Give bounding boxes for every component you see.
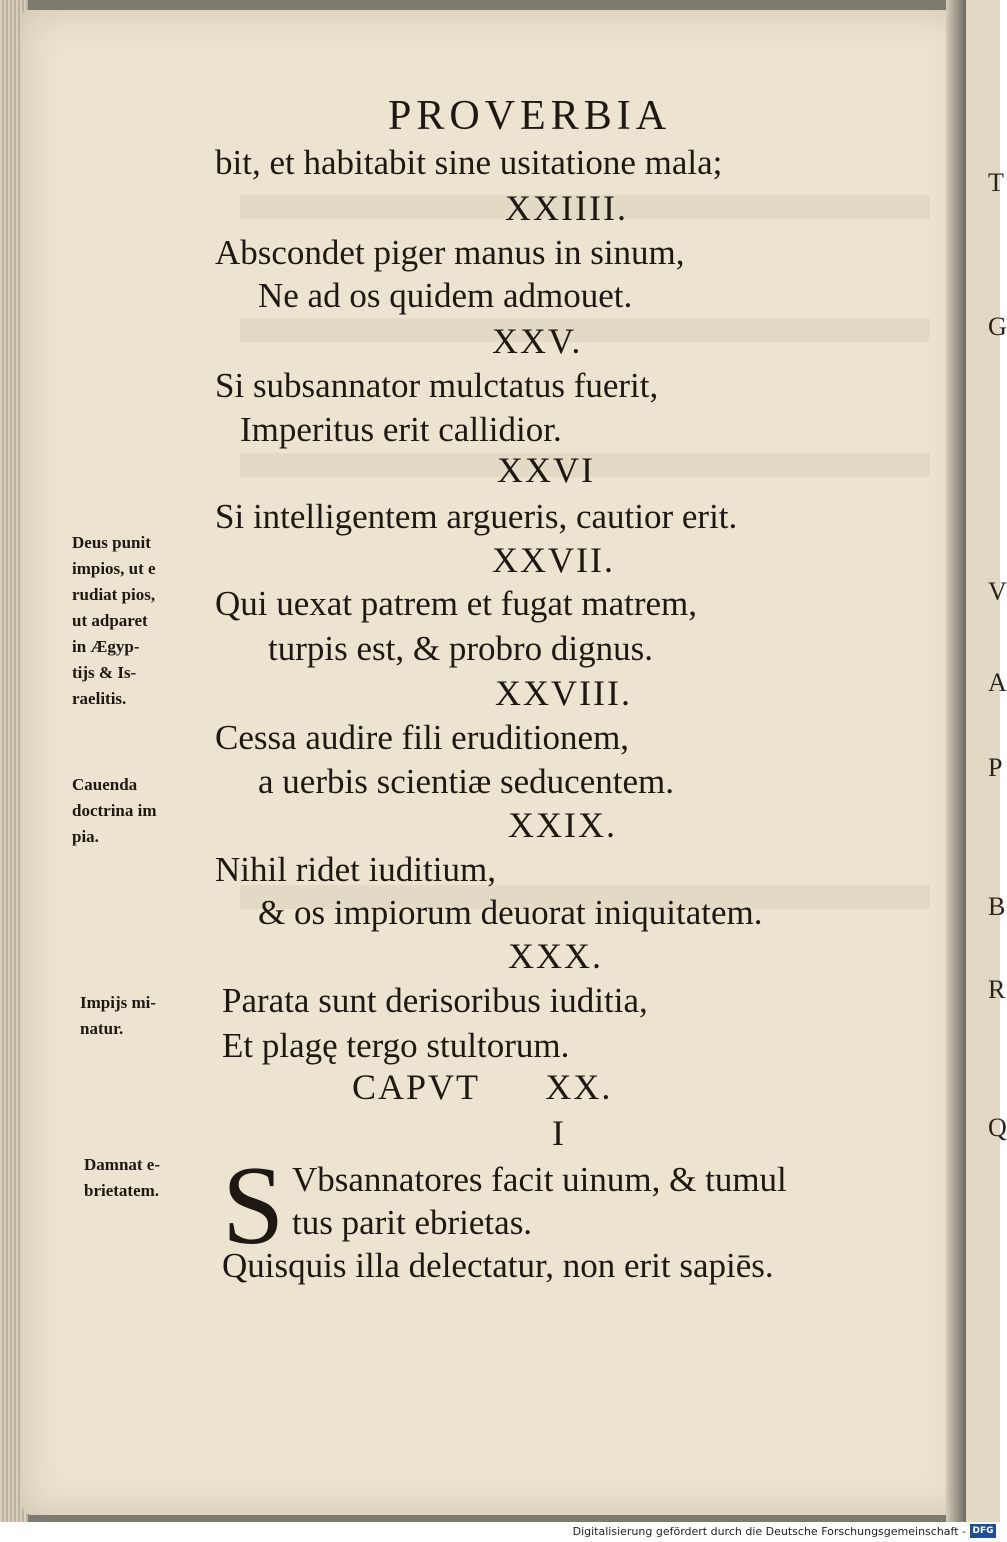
margin-note: Damnat e- brietatem. [84, 1155, 161, 1200]
facing-letter: V [988, 577, 1007, 606]
dfg-logo: DFG [970, 1524, 996, 1538]
text-line: Imperitus erit callidior. [240, 410, 562, 449]
verse-number: XXVIII. [495, 673, 632, 713]
verse-number: XXV. [492, 321, 583, 361]
margin-note: Impijs mi- natur. [80, 993, 157, 1038]
facing-page-edge [966, 0, 1007, 1522]
drop-cap: S [222, 1144, 285, 1268]
digitization-credit: Digitalisierung gefördert durch die Deutsche Forschungsgemeinschaft - [572, 1525, 966, 1538]
facing-letter: Q [988, 1113, 1007, 1142]
text-line: Cessa audire fili eruditionem, [215, 718, 630, 757]
gutter-shadow [946, 0, 966, 1522]
text-line: Et plagę tergo stultorum. [222, 1026, 570, 1065]
text-line: Abscondet piger manus in sinum, [215, 233, 685, 272]
text-line: Ne ad os quidem admouet. [258, 276, 633, 315]
text-line: Parata sunt derisoribus iuditia, [222, 981, 648, 1020]
text-line: & os impiorum deuorat iniquitatem. [258, 893, 763, 932]
facing-letter: P [988, 753, 1003, 782]
verse-number: XXVII. [492, 540, 615, 580]
verse-number: XXIIII. [505, 188, 628, 228]
text-line: Vbsannatores facit uinum, & tumul [292, 1160, 787, 1199]
text-line: Qui uexat patrem et fugat matrem, [215, 584, 698, 623]
text-line: Quisquis illa delectatur, non erit sapiēs. [222, 1246, 774, 1285]
verse-number: XXIX. [508, 805, 617, 845]
text-line: Si intelligentem argueris, cautior erit. [215, 497, 738, 536]
facing-letter: B [988, 892, 1006, 921]
text-line: a uerbis scientiæ seducentem. [258, 762, 674, 801]
verse-number: XXX. [508, 936, 603, 976]
facing-letter: A [988, 668, 1007, 697]
text-line: Nihil ridet iuditium, [215, 850, 496, 889]
margin-note: Cauenda doctrina im pia. [72, 775, 157, 846]
show-through [240, 318, 930, 342]
facing-letter: G [988, 312, 1007, 341]
verse-number: I [552, 1113, 566, 1153]
text-line: bit, et habitabit sine usitatione mala; [215, 143, 723, 182]
text-line: Si subsannator mulctatus fuerit, [215, 366, 659, 405]
running-title: PROVERBIA [388, 93, 672, 139]
facing-letter: T [988, 168, 1004, 197]
text-line: turpis est, & probro dignus. [268, 629, 653, 668]
margin-note: Deus punit impios, ut e rudiat pios, ut adparet in Ægyp- tijs & Is- raelitis. [72, 533, 156, 708]
text-line: tus parit ebrietas. [292, 1203, 533, 1242]
verse-number: XXVI [497, 450, 595, 490]
facing-letter: R [988, 975, 1006, 1004]
chapter-heading: CAPVT XX. [352, 1067, 613, 1107]
